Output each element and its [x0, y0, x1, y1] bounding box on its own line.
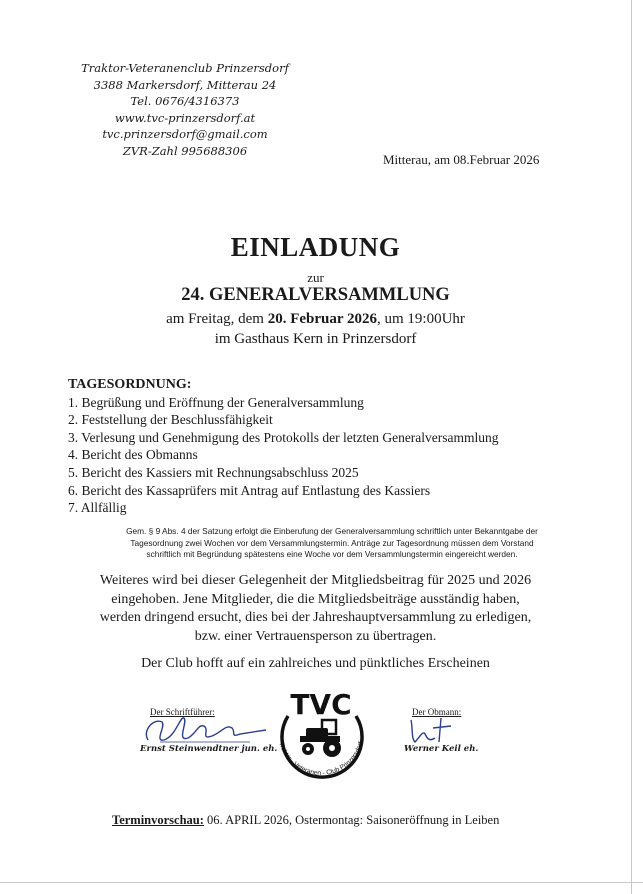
sender-zvr: ZVR-Zahl 995688306 — [122, 143, 248, 158]
document-title: EINLADUNG — [230, 232, 401, 262]
secretary-name: Ernst Steinwendtner jun. eh. — [140, 744, 278, 754]
sender-block — [70, 60, 300, 160]
secretary-signature — [140, 712, 270, 748]
fees-line: eingehoben. Jene Mitglieder, die die Mitgliedsbeiträge ausständig haben, — [111, 591, 520, 607]
agenda-item: 4. Bericht des Obmanns — [68, 447, 198, 463]
date-preview — [112, 813, 499, 828]
statute-line: schriftlich mit Begründung spätestens eine Woche vor dem Versammlungstermin eingereicht werden. — [146, 549, 518, 559]
fees-line: bzw. einer Vertrauensperson zu übertragen. — [194, 628, 437, 644]
agenda-item: 2. Feststellung der Beschlussfähigkeit — [68, 412, 273, 428]
logo-ring-path-text: Traktor - Veteranen - Club Prinzersdorf — [277, 741, 365, 778]
fees-paragraph — [0, 572, 631, 646]
chairman-name: Werner Keil eh. — [404, 744, 479, 754]
page-edge-right — [631, 0, 632, 894]
logo-letters: TVC — [290, 688, 352, 721]
agenda-item: 3. Verlesung und Genehmigung des Protokolls der letzten Generalversammlung — [68, 429, 499, 445]
agenda-item: 6. Bericht des Kassaprüfers mit Antrag auf Entlastung des Kassiers — [68, 482, 431, 498]
preview-text: 06. APRIL 2026, Ostermontag: Saisoneröffnung in Leiben — [203, 813, 500, 827]
chairman-signature — [405, 714, 465, 748]
document-subtitle: 24. GENERALVERSAMMLUNG — [181, 285, 450, 305]
sender-phone: Tel. 0676/4316373 — [130, 94, 240, 109]
tractor-icon — [300, 720, 341, 757]
statute-note — [72, 526, 592, 561]
sender-club-name: Traktor-Veteranenclub Prinzersdorf — [81, 61, 289, 75]
statute-line: Tagesordnung zwei Wochen vor dem Versammlungstermin. Anträge zur Tagesordnung müssen dem Vorstand — [130, 537, 534, 548]
chairman-label: Der Obmann: — [412, 707, 462, 717]
when-prefix: am Freitag, dem — [166, 311, 268, 327]
agenda-item: 5. Bericht des Kassiers mit Rechnungsabschluss 2025 — [68, 464, 359, 480]
date-line: Mitterau, am 08.Februar 2026 — [383, 152, 540, 167]
agenda — [68, 376, 499, 517]
agenda-item: 7. Allfällig — [68, 500, 127, 516]
club-logo — [266, 686, 376, 790]
meeting-datetime — [0, 311, 631, 328]
agenda-heading: TAGESORDNUNG: — [68, 377, 192, 392]
when-suffix: , um 19:00Uhr — [377, 311, 465, 327]
secretary-label: Der Schriftführer: — [150, 707, 215, 717]
sender-email: tvc.prinzersdorf@gmail.com — [102, 127, 268, 142]
sender-website: www.tvc-prinzersdorf.at — [114, 110, 256, 125]
when-date: 20. Februar 2026 — [267, 311, 378, 327]
sender-address: 3388 Markersdorf, Mitterau 24 — [93, 77, 277, 92]
fees-line: Weiteres wird bei dieser Gelegenheit der Mitgliedsbeitrag für 2025 und 2026 — [99, 573, 532, 588]
closing-sentence: Der Club hofft auf ein zahlreiches und pünktliches Erscheinen — [141, 656, 490, 671]
preview-label: Terminvorschau: — [112, 813, 204, 827]
page-edge-bottom — [0, 882, 643, 883]
meeting-location: im Gasthaus Kern in Prinzersdorf — [214, 331, 417, 347]
statute-line: Gem. § 9 Abs. 4 der Satzung erfolgt die Einberufung der Generalversammlung schriftlich unter Bekanntgabe der — [126, 526, 538, 536]
fees-line: werden dringend ersucht, dies bei der Jahreshauptversammlung zu erledigen, — [99, 610, 532, 625]
title-zur: zur — [307, 270, 324, 285]
logo-ring-text — [277, 741, 364, 777]
agenda-item: 1. Begrüßung und Eröffnung der Generalversammlung — [68, 394, 364, 410]
